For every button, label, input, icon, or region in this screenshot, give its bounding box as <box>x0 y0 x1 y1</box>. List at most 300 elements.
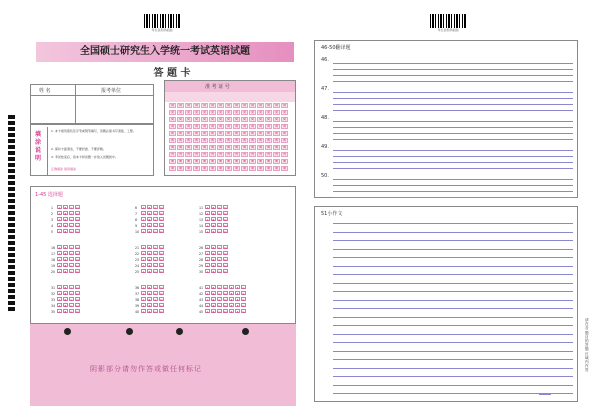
option-bubble[interactable]: C <box>70 304 73 308</box>
option-bubble[interactable]: B <box>212 270 215 274</box>
exam-digit-bubble[interactable]: [2] <box>242 118 247 121</box>
option-bubble[interactable]: C <box>70 230 73 234</box>
exam-digit-bubble[interactable]: [1] <box>226 111 231 114</box>
writing-line[interactable] <box>333 75 573 76</box>
option-bubble[interactable]: A <box>206 246 209 250</box>
writing-line[interactable] <box>333 334 573 335</box>
option-bubble[interactable]: C <box>218 270 221 274</box>
exam-digit-bubble[interactable]: [0] <box>210 104 215 107</box>
exam-digit-bubble[interactable]: [9] <box>242 167 247 170</box>
option-bubble[interactable]: C <box>70 218 73 222</box>
option-bubble[interactable]: G <box>242 304 245 308</box>
writing-line[interactable] <box>333 191 573 192</box>
exam-digit-bubble[interactable]: [9] <box>274 167 279 170</box>
exam-digit-bubble[interactable]: [4] <box>234 132 239 135</box>
option-bubble[interactable]: B <box>64 224 67 228</box>
exam-digit-bubble[interactable]: [2] <box>202 118 207 121</box>
exam-digit-bubble[interactable]: [8] <box>242 160 247 163</box>
option-bubble[interactable]: C <box>70 206 73 210</box>
option-bubble[interactable]: E <box>230 298 233 302</box>
exam-digit-bubble[interactable]: [6] <box>282 146 287 149</box>
option-bubble[interactable]: D <box>160 264 163 268</box>
option-bubble[interactable]: A <box>142 212 145 216</box>
option-bubble[interactable]: A <box>142 270 145 274</box>
exam-digit-bubble[interactable]: [6] <box>178 146 183 149</box>
option-bubble[interactable]: B <box>148 246 151 250</box>
exam-digit-bubble[interactable]: [4] <box>250 132 255 135</box>
option-bubble[interactable]: C <box>218 224 221 228</box>
option-bubble[interactable]: D <box>224 298 227 302</box>
exam-digit-bubble[interactable]: [2] <box>170 118 175 121</box>
option-bubble[interactable]: E <box>230 304 233 308</box>
option-bubble[interactable]: C <box>70 258 73 262</box>
exam-digit-bubble[interactable]: [8] <box>194 160 199 163</box>
writing-line[interactable] <box>333 104 573 105</box>
option-bubble[interactable]: A <box>206 206 209 210</box>
exam-digit-bubble[interactable]: [0] <box>178 104 183 107</box>
option-bubble[interactable]: B <box>212 264 215 268</box>
option-bubble[interactable]: C <box>154 246 157 250</box>
option-bubble[interactable]: D <box>224 246 227 250</box>
option-bubble[interactable]: B <box>212 258 215 262</box>
option-bubble[interactable]: B <box>212 292 215 296</box>
writing-line[interactable] <box>333 156 573 157</box>
option-bubble[interactable]: A <box>142 304 145 308</box>
option-bubble[interactable]: C <box>154 230 157 234</box>
option-bubble[interactable]: D <box>76 292 79 296</box>
exam-digit-bubble[interactable]: [7] <box>234 153 239 156</box>
writing-line[interactable] <box>333 385 573 386</box>
option-bubble[interactable]: B <box>64 264 67 268</box>
exam-digit-bubble[interactable]: [7] <box>194 153 199 156</box>
option-bubble[interactable]: D <box>224 230 227 234</box>
exam-digit-bubble[interactable]: [3] <box>282 125 287 128</box>
option-bubble[interactable]: F <box>236 298 239 302</box>
option-bubble[interactable]: B <box>148 270 151 274</box>
option-bubble[interactable]: C <box>70 246 73 250</box>
option-bubble[interactable]: D <box>224 270 227 274</box>
writing-line[interactable] <box>333 308 573 309</box>
exam-digit-bubble[interactable]: [3] <box>170 125 175 128</box>
exam-digit-bubble[interactable]: [4] <box>194 132 199 135</box>
exam-digit-bubble[interactable]: [9] <box>226 167 231 170</box>
option-bubble[interactable]: A <box>206 212 209 216</box>
option-bubble[interactable]: F <box>236 310 239 314</box>
option-bubble[interactable]: A <box>58 310 61 314</box>
exam-digit-bubble[interactable]: [0] <box>258 104 263 107</box>
option-bubble[interactable]: C <box>154 224 157 228</box>
option-bubble[interactable]: A <box>206 252 209 256</box>
writing-line[interactable] <box>333 69 573 70</box>
exam-digit-bubble[interactable]: [9] <box>234 167 239 170</box>
option-bubble[interactable]: C <box>154 264 157 268</box>
exam-digit-bubble[interactable]: [0] <box>218 104 223 107</box>
exam-digit-bubble[interactable]: [4] <box>202 132 207 135</box>
option-bubble[interactable]: C <box>154 206 157 210</box>
option-bubble[interactable]: A <box>58 212 61 216</box>
exam-digit-bubble[interactable]: [2] <box>218 118 223 121</box>
exam-digit-bubble[interactable]: [4] <box>266 132 271 135</box>
option-bubble[interactable]: C <box>154 286 157 290</box>
option-bubble[interactable]: B <box>64 218 67 222</box>
option-bubble[interactable]: A <box>142 264 145 268</box>
option-bubble[interactable]: D <box>76 206 79 210</box>
writing-line[interactable] <box>333 150 573 151</box>
exam-digit-bubble[interactable]: [2] <box>266 118 271 121</box>
exam-digit-bubble[interactable]: [4] <box>274 132 279 135</box>
option-bubble[interactable]: C <box>218 298 221 302</box>
option-bubble[interactable]: B <box>64 304 67 308</box>
option-bubble[interactable]: D <box>76 304 79 308</box>
exam-digit-bubble[interactable]: [4] <box>226 132 231 135</box>
exam-digit-bubble[interactable]: [0] <box>274 104 279 107</box>
option-bubble[interactable]: D <box>160 304 163 308</box>
exam-digit-bubble[interactable]: [1] <box>242 111 247 114</box>
option-bubble[interactable]: A <box>206 310 209 314</box>
option-bubble[interactable]: A <box>58 246 61 250</box>
exam-digit-bubble[interactable]: [8] <box>226 160 231 163</box>
exam-digit-bubble[interactable]: [3] <box>266 125 271 128</box>
exam-digit-bubble[interactable]: [1] <box>202 111 207 114</box>
exam-digit-bubble[interactable]: [9] <box>202 167 207 170</box>
option-bubble[interactable]: D <box>76 258 79 262</box>
writing-line[interactable] <box>333 257 573 258</box>
option-bubble[interactable]: A <box>206 304 209 308</box>
option-bubble[interactable]: D <box>224 252 227 256</box>
exam-digit-bubble[interactable]: [5] <box>266 139 271 142</box>
option-bubble[interactable]: D <box>160 270 163 274</box>
option-bubble[interactable]: C <box>154 252 157 256</box>
exam-digit-bubble[interactable]: [2] <box>282 118 287 121</box>
exam-digit-bubble[interactable]: [3] <box>186 125 191 128</box>
exam-digit-bubble[interactable]: [6] <box>226 146 231 149</box>
option-bubble[interactable]: A <box>58 230 61 234</box>
exam-digit-bubble[interactable]: [7] <box>186 153 191 156</box>
option-bubble[interactable]: B <box>64 230 67 234</box>
option-bubble[interactable]: B <box>148 230 151 234</box>
writing-line[interactable] <box>333 240 573 241</box>
option-bubble[interactable]: D <box>160 258 163 262</box>
option-bubble[interactable]: D <box>224 212 227 216</box>
option-bubble[interactable]: A <box>206 270 209 274</box>
writing-line[interactable] <box>333 63 573 64</box>
option-bubble[interactable]: A <box>142 230 145 234</box>
option-bubble[interactable]: B <box>212 246 215 250</box>
exam-digit-bubble[interactable]: [0] <box>194 104 199 107</box>
option-bubble[interactable]: B <box>148 206 151 210</box>
exam-digit-bubble[interactable]: [1] <box>218 111 223 114</box>
option-bubble[interactable]: C <box>154 212 157 216</box>
option-bubble[interactable]: C <box>70 264 73 268</box>
option-bubble[interactable]: B <box>64 286 67 290</box>
option-bubble[interactable]: B <box>64 258 67 262</box>
option-bubble[interactable]: G <box>242 298 245 302</box>
option-bubble[interactable]: D <box>76 218 79 222</box>
writing-line[interactable] <box>333 342 573 343</box>
option-bubble[interactable]: A <box>206 264 209 268</box>
option-bubble[interactable]: B <box>148 252 151 256</box>
exam-digit-bubble[interactable]: [4] <box>242 132 247 135</box>
option-bubble[interactable]: C <box>218 310 221 314</box>
exam-digit-bubble[interactable]: [4] <box>282 132 287 135</box>
option-bubble[interactable]: C <box>70 212 73 216</box>
option-bubble[interactable]: C <box>218 230 221 234</box>
option-bubble[interactable]: A <box>206 258 209 262</box>
option-bubble[interactable]: B <box>148 224 151 228</box>
option-bubble[interactable]: A <box>206 286 209 290</box>
exam-digit-bubble[interactable]: [5] <box>274 139 279 142</box>
option-bubble[interactable]: E <box>230 286 233 290</box>
exam-digit-bubble[interactable]: [8] <box>274 160 279 163</box>
writing-line[interactable] <box>333 98 573 99</box>
exam-digit-bubble[interactable]: [8] <box>266 160 271 163</box>
exam-digit-bubble[interactable]: [2] <box>226 118 231 121</box>
exam-digit-bubble[interactable]: [7] <box>274 153 279 156</box>
option-bubble[interactable]: D <box>76 246 79 250</box>
exam-digit-bubble[interactable]: [1] <box>274 111 279 114</box>
exam-digit-bubble[interactable]: [7] <box>170 153 175 156</box>
exam-digit-bubble[interactable]: [1] <box>282 111 287 114</box>
exam-digit-bubble[interactable]: [3] <box>274 125 279 128</box>
exam-digit-bubble[interactable]: [1] <box>258 111 263 114</box>
exam-digit-bubble[interactable]: [6] <box>266 146 271 149</box>
exam-digit-bubble[interactable]: [8] <box>170 160 175 163</box>
option-bubble[interactable]: B <box>212 212 215 216</box>
writing-line[interactable] <box>333 368 573 369</box>
writing-line[interactable] <box>333 133 573 134</box>
exam-digit-bubble[interactable]: [9] <box>194 167 199 170</box>
writing-line[interactable] <box>333 162 573 163</box>
option-bubble[interactable]: D <box>224 304 227 308</box>
option-bubble[interactable]: B <box>64 298 67 302</box>
exam-digit-bubble[interactable]: [6] <box>258 146 263 149</box>
exam-digit-bubble[interactable]: [8] <box>202 160 207 163</box>
option-bubble[interactable]: C <box>70 252 73 256</box>
exam-digit-bubble[interactable]: [5] <box>210 139 215 142</box>
option-bubble[interactable]: A <box>58 286 61 290</box>
option-bubble[interactable]: D <box>76 252 79 256</box>
writing-line[interactable] <box>333 127 573 128</box>
exam-digit-bubble[interactable]: [1] <box>250 111 255 114</box>
option-bubble[interactable]: B <box>212 298 215 302</box>
option-bubble[interactable]: E <box>230 292 233 296</box>
exam-digit-bubble[interactable]: [3] <box>218 125 223 128</box>
option-bubble[interactable]: B <box>212 206 215 210</box>
exam-digit-bubble[interactable]: [4] <box>170 132 175 135</box>
option-bubble[interactable]: A <box>142 258 145 262</box>
exam-digit-bubble[interactable]: [4] <box>178 132 183 135</box>
writing-line[interactable] <box>333 300 573 301</box>
exam-digit-bubble[interactable]: [3] <box>194 125 199 128</box>
option-bubble[interactable]: D <box>224 224 227 228</box>
option-bubble[interactable]: A <box>142 246 145 250</box>
exam-digit-bubble[interactable]: [5] <box>178 139 183 142</box>
exam-digit-bubble[interactable]: [0] <box>202 104 207 107</box>
option-bubble[interactable]: D <box>76 224 79 228</box>
option-bubble[interactable]: B <box>64 292 67 296</box>
option-bubble[interactable]: A <box>58 206 61 210</box>
option-bubble[interactable]: D <box>76 264 79 268</box>
option-bubble[interactable]: B <box>212 218 215 222</box>
writing-line[interactable] <box>333 249 573 250</box>
option-bubble[interactable]: C <box>70 310 73 314</box>
writing-line[interactable] <box>333 168 573 169</box>
exam-digit-bubble[interactable]: [7] <box>250 153 255 156</box>
option-bubble[interactable]: D <box>76 230 79 234</box>
option-bubble[interactable]: B <box>64 212 67 216</box>
exam-digit-bubble[interactable]: [7] <box>258 153 263 156</box>
exam-number-grid[interactable] <box>169 103 293 175</box>
exam-digit-bubble[interactable]: [8] <box>178 160 183 163</box>
exam-digit-bubble[interactable]: [2] <box>194 118 199 121</box>
exam-digit-bubble[interactable]: [8] <box>250 160 255 163</box>
option-bubble[interactable]: C <box>70 292 73 296</box>
exam-digit-bubble[interactable]: [9] <box>210 167 215 170</box>
option-bubble[interactable]: C <box>70 298 73 302</box>
exam-digit-bubble[interactable]: [6] <box>210 146 215 149</box>
exam-digit-bubble[interactable]: [8] <box>218 160 223 163</box>
option-bubble[interactable]: A <box>58 304 61 308</box>
exam-digit-bubble[interactable]: [2] <box>258 118 263 121</box>
exam-digit-bubble[interactable]: [9] <box>178 167 183 170</box>
option-bubble[interactable]: D <box>76 286 79 290</box>
option-bubble[interactable]: D <box>224 264 227 268</box>
option-bubble[interactable]: C <box>218 218 221 222</box>
option-bubble[interactable]: C <box>218 264 221 268</box>
writing-line[interactable] <box>333 317 573 318</box>
writing-line[interactable] <box>333 376 573 377</box>
exam-digit-bubble[interactable]: [0] <box>250 104 255 107</box>
writing-line[interactable] <box>333 92 573 93</box>
option-bubble[interactable]: F <box>236 292 239 296</box>
exam-digit-bubble[interactable]: [5] <box>258 139 263 142</box>
writing-line[interactable] <box>333 291 573 292</box>
writing-line[interactable] <box>333 232 573 233</box>
option-bubble[interactable]: B <box>148 212 151 216</box>
exam-digit-bubble[interactable]: [3] <box>258 125 263 128</box>
writing-line[interactable] <box>333 179 573 180</box>
option-bubble[interactable]: D <box>160 230 163 234</box>
option-bubble[interactable]: A <box>58 258 61 262</box>
option-bubble[interactable]: D <box>160 212 163 216</box>
exam-digit-bubble[interactable]: [6] <box>202 146 207 149</box>
option-bubble[interactable]: F <box>236 304 239 308</box>
option-bubble[interactable]: C <box>218 286 221 290</box>
exam-digit-bubble[interactable]: [9] <box>186 167 191 170</box>
exam-digit-bubble[interactable]: [3] <box>210 125 215 128</box>
option-bubble[interactable]: C <box>70 270 73 274</box>
exam-digit-bubble[interactable]: [1] <box>266 111 271 114</box>
exam-digit-bubble[interactable]: [8] <box>234 160 239 163</box>
exam-digit-bubble[interactable]: [3] <box>242 125 247 128</box>
exam-digit-bubble[interactable]: [7] <box>178 153 183 156</box>
writing-line[interactable] <box>333 197 573 198</box>
option-bubble[interactable]: A <box>142 206 145 210</box>
option-bubble[interactable]: D <box>160 206 163 210</box>
exam-digit-bubble[interactable]: [0] <box>170 104 175 107</box>
option-bubble[interactable]: A <box>142 298 145 302</box>
exam-digit-bubble[interactable]: [2] <box>186 118 191 121</box>
option-bubble[interactable]: D <box>76 298 79 302</box>
exam-digit-bubble[interactable]: [9] <box>250 167 255 170</box>
option-bubble[interactable]: D <box>160 310 163 314</box>
option-bubble[interactable]: D <box>224 310 227 314</box>
exam-digit-bubble[interactable]: [9] <box>266 167 271 170</box>
writing-line[interactable] <box>333 283 573 284</box>
option-bubble[interactable]: A <box>142 286 145 290</box>
option-bubble[interactable]: B <box>212 304 215 308</box>
writing-line[interactable] <box>333 121 573 122</box>
exam-digit-bubble[interactable]: [4] <box>186 132 191 135</box>
exam-digit-bubble[interactable]: [1] <box>210 111 215 114</box>
exam-digit-bubble[interactable]: [5] <box>186 139 191 142</box>
option-bubble[interactable]: C <box>154 258 157 262</box>
exam-digit-bubble[interactable]: [9] <box>282 167 287 170</box>
option-bubble[interactable]: B <box>148 286 151 290</box>
exam-digit-bubble[interactable]: [3] <box>202 125 207 128</box>
option-bubble[interactable]: C <box>218 246 221 250</box>
option-bubble[interactable]: D <box>160 252 163 256</box>
exam-digit-bubble[interactable]: [2] <box>210 118 215 121</box>
option-bubble[interactable]: B <box>64 310 67 314</box>
writing-line[interactable] <box>333 110 573 111</box>
option-bubble[interactable]: D <box>160 292 163 296</box>
option-bubble[interactable]: D <box>224 218 227 222</box>
exam-digit-bubble[interactable]: [0] <box>266 104 271 107</box>
exam-digit-bubble[interactable]: [4] <box>218 132 223 135</box>
option-bubble[interactable]: G <box>242 292 245 296</box>
writing-line[interactable] <box>333 185 573 186</box>
option-bubble[interactable]: B <box>212 230 215 234</box>
exam-digit-bubble[interactable]: [0] <box>242 104 247 107</box>
exam-digit-bubble[interactable]: [3] <box>234 125 239 128</box>
exam-digit-bubble[interactable]: [7] <box>218 153 223 156</box>
exam-digit-bubble[interactable]: [6] <box>218 146 223 149</box>
option-bubble[interactable]: A <box>142 252 145 256</box>
exam-digit-bubble[interactable]: [3] <box>178 125 183 128</box>
exam-digit-bubble[interactable]: [0] <box>226 104 231 107</box>
option-bubble[interactable]: G <box>242 310 245 314</box>
option-bubble[interactable]: B <box>64 246 67 250</box>
option-bubble[interactable]: F <box>236 286 239 290</box>
exam-digit-bubble[interactable]: [0] <box>282 104 287 107</box>
exam-digit-bubble[interactable]: [8] <box>282 160 287 163</box>
exam-digit-bubble[interactable]: [8] <box>258 160 263 163</box>
option-bubble[interactable]: A <box>58 224 61 228</box>
writing-line[interactable] <box>333 81 573 82</box>
option-bubble[interactable]: C <box>218 206 221 210</box>
option-bubble[interactable]: C <box>154 304 157 308</box>
option-bubble[interactable]: C <box>218 258 221 262</box>
exam-digit-bubble[interactable]: [5] <box>282 139 287 142</box>
exam-digit-bubble[interactable]: [7] <box>242 153 247 156</box>
option-bubble[interactable]: D <box>160 246 163 250</box>
exam-digit-bubble[interactable]: [3] <box>226 125 231 128</box>
exam-digit-bubble[interactable]: [7] <box>282 153 287 156</box>
exam-digit-bubble[interactable]: [6] <box>194 146 199 149</box>
unit-field[interactable] <box>77 99 151 121</box>
writing-line[interactable] <box>333 139 573 140</box>
option-bubble[interactable]: A <box>58 292 61 296</box>
exam-digit-bubble[interactable]: [6] <box>274 146 279 149</box>
option-bubble[interactable]: A <box>58 270 61 274</box>
exam-digit-bubble[interactable]: [2] <box>250 118 255 121</box>
exam-digit-bubble[interactable]: [6] <box>242 146 247 149</box>
exam-digit-bubble[interactable]: [6] <box>234 146 239 149</box>
option-bubble[interactable]: C <box>154 218 157 222</box>
option-bubble[interactable]: C <box>154 292 157 296</box>
option-bubble[interactable]: A <box>58 264 61 268</box>
